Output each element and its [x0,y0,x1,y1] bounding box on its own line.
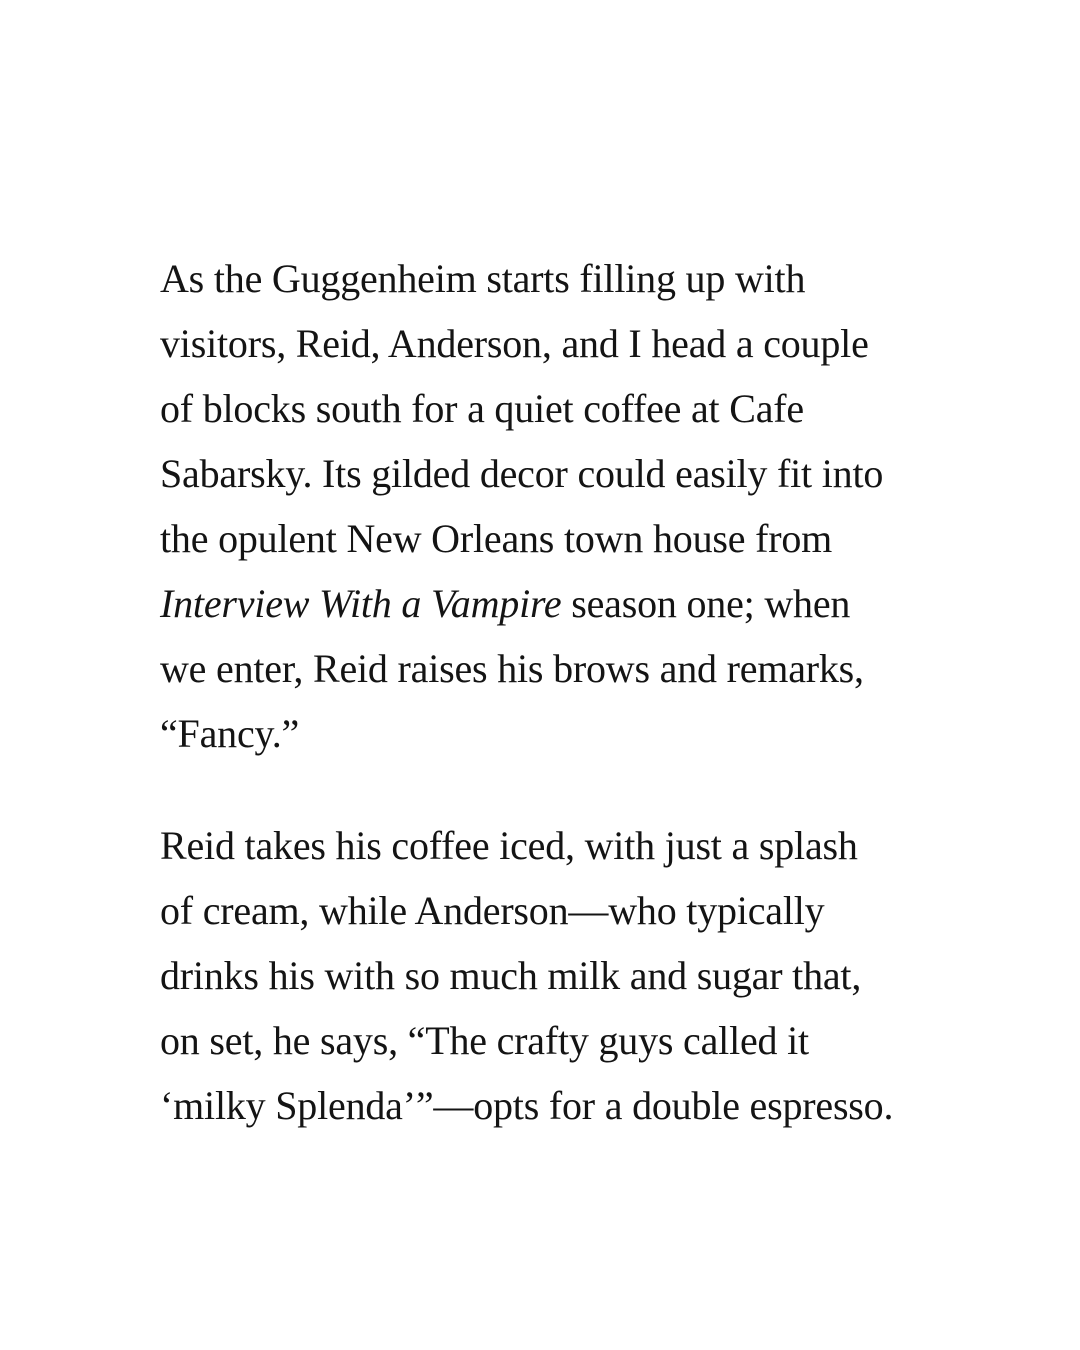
paragraph-spacer [160,766,930,813]
paragraph-1-line-7: we enter, Reid raises his brows and remarks, [160,646,864,691]
paragraph-2-line-3: drinks his with so much milk and sugar that, [160,953,862,998]
paragraph-1-line-5: the opulent New Orleans town house from [160,516,833,561]
paragraph-1 [160,246,930,766]
paragraph-1-line-4: Sabarsky. Its gilded decor could easily fit into [160,451,884,496]
paragraph-2-line-2: of cream, while Anderson—who typically [160,888,825,933]
paragraph-1-line-1: As the Guggenheim starts filling up with [160,256,806,301]
paragraph-1-line-6 [160,571,930,636]
paragraph-1-line-2: visitors, Reid, Anderson, and I head a couple [160,321,869,366]
article-text [160,246,930,1138]
paragraph-1-line-8: “Fancy.” [160,711,300,756]
paragraph-1-line-6-rest: season one; when [561,581,851,626]
show-title-italic: Interview With a Vampire [160,581,562,626]
paragraph-2-line-1: Reid takes his coffee iced, with just a splash [160,823,858,868]
paragraph-2 [160,813,930,1138]
paragraph-2-line-4: on set, he says, “The crafty guys called it [160,1018,809,1063]
paragraph-1-line-3: of blocks south for a quiet coffee at Cafe [160,386,804,431]
paragraph-2-line-5: ‘milky Splenda’”—opts for a double espresso. [160,1083,894,1128]
